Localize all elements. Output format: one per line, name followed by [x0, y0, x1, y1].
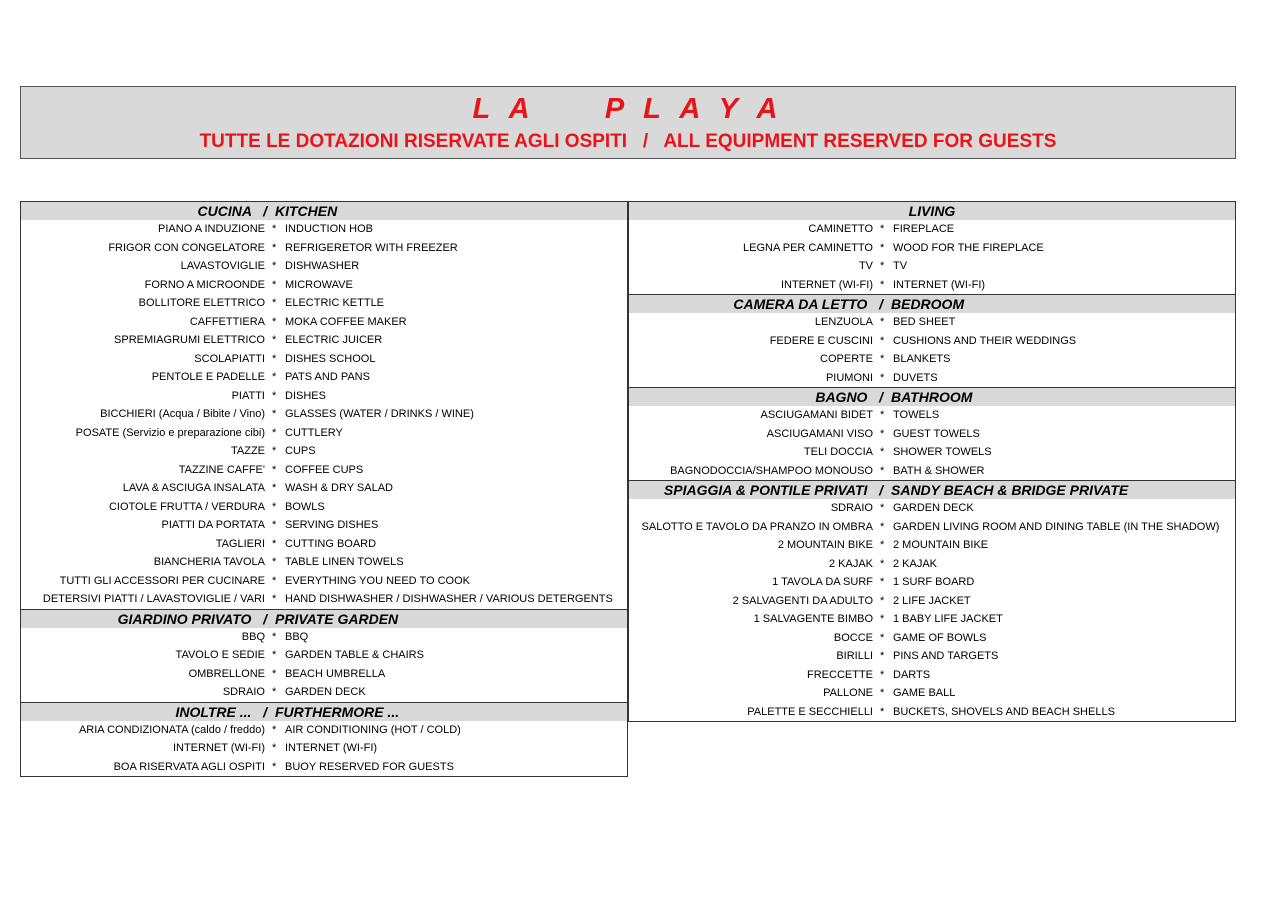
section-header-bathroom: [629, 387, 1235, 406]
header-banner: [20, 86, 1236, 159]
item-italian: 2 MOUNTAIN BIKE: [777, 539, 873, 551]
item-english: SERVING DISHES: [285, 519, 379, 531]
item-english: DISHWASHER: [285, 260, 360, 272]
item-italian: BIANCHERIA TAVOLA: [153, 556, 265, 568]
item-english: 2 MOUNTAIN BIKE: [893, 539, 989, 551]
item-english: PINS AND TARGETS: [893, 650, 999, 662]
item-italian: ASCIUGAMANI VISO: [766, 427, 873, 440]
item-english: GUEST TOWELS: [893, 427, 980, 440]
item-english: BED SHEET: [893, 316, 956, 328]
item-english: TABLE LINEN TOWELS: [285, 556, 404, 568]
separator-asterisk: *: [880, 668, 885, 681]
separator-asterisk: *: [272, 371, 277, 383]
item-english: 1 BABY LIFE JACKET: [893, 613, 1003, 625]
list-item: [21, 442, 627, 461]
item-english: AIR CONDITIONING (HOT / COLD): [285, 723, 461, 736]
list-item: [629, 332, 1235, 351]
list-item: [21, 628, 627, 647]
item-english: DISHES: [285, 389, 326, 402]
item-english: INTERNET (WI-FI): [893, 278, 986, 291]
list-item: [21, 294, 627, 313]
separator-asterisk: *: [272, 649, 277, 661]
list-item: [21, 331, 627, 350]
list-item: [629, 666, 1235, 685]
item-italian: 1 TAVOLA DA SURF: [772, 576, 873, 588]
item-english: CUTTLERY: [285, 426, 343, 439]
item-english: WOOD FOR THE FIREPLACE: [893, 241, 1044, 254]
item-english: REFRIGERETOR WITH FREEZER: [285, 241, 458, 254]
item-italian: BOA RISERVATA AGLI OSPITI: [113, 760, 265, 773]
list-item: [629, 592, 1235, 611]
list-item: [21, 257, 627, 276]
item-english: GAME BALL: [893, 687, 956, 699]
item-english: SHOWER TOWELS: [893, 446, 992, 458]
list-item: [21, 239, 627, 258]
item-english: BATH & SHOWER: [893, 464, 985, 477]
item-english: GARDEN DECK: [893, 502, 974, 514]
page-subtitle: TUTTE LE DOTAZIONI RISERVATE AGLI OSPITI / ALL EQUIPMENT RESERVED FOR GUESTS: [199, 131, 1057, 152]
separator-asterisk: *: [272, 463, 277, 476]
separator-asterisk: *: [272, 574, 277, 587]
item-english: DUVETS: [893, 371, 938, 384]
item-english: ELECTRIC JUICER: [285, 334, 383, 346]
item-italian: TAGLIERI: [215, 537, 265, 550]
left-equipment-table: [20, 201, 628, 777]
item-english: HAND DISHWASHER / DISHWASHER / VARIOUS DETERGENTS: [285, 593, 613, 605]
separator-asterisk: *: [880, 223, 885, 235]
item-italian: PALETTE E SECCHIELLI: [747, 705, 873, 718]
section-title-en: KITCHEN: [275, 203, 338, 219]
item-italian: PALLONE: [823, 687, 873, 699]
separator-asterisk: *: [272, 278, 277, 291]
section-title: LIVING: [908, 203, 956, 219]
separator-asterisk: *: [272, 667, 277, 680]
section-header-garden: [21, 609, 627, 628]
item-english: BBQ: [285, 630, 309, 643]
separator-asterisk: *: [880, 520, 885, 533]
list-item: [21, 424, 627, 443]
separator-asterisk: *: [880, 353, 885, 365]
item-english: TOWELS: [893, 409, 940, 421]
list-item: [21, 276, 627, 295]
item-italian: 1 SALVAGENTE BIMBO: [753, 613, 873, 625]
separator-asterisk: *: [272, 334, 277, 346]
separator-asterisk: *: [880, 427, 885, 440]
list-item: [21, 721, 627, 740]
separator-asterisk: *: [272, 723, 277, 736]
item-italian: POSATE (Servizio e preparazione cibi): [75, 426, 265, 439]
list-item: [21, 368, 627, 387]
separator-asterisk: *: [880, 557, 885, 570]
section-header-living: [629, 202, 1235, 220]
separator-asterisk: *: [272, 556, 277, 568]
list-item: [629, 257, 1235, 276]
separator-asterisk: *: [272, 500, 277, 513]
item-italian: TAVOLO E SEDIE: [175, 649, 265, 661]
list-item: [21, 387, 627, 406]
item-italian: SDRAIO: [222, 686, 265, 698]
list-item: [21, 758, 627, 777]
item-italian: LENZUOLA: [814, 316, 873, 328]
separator-asterisk: *: [272, 408, 277, 420]
list-item: [21, 220, 627, 239]
item-italian: SPREMIAGRUMI ELETTRICO: [114, 334, 265, 346]
item-italian: INTERNET (WI-FI): [172, 742, 265, 754]
item-italian: CAFFETTIERA: [189, 315, 265, 328]
item-italian: CAMINETTO: [808, 223, 873, 235]
right-equipment-table: [628, 201, 1236, 722]
item-english: CUTTING BOARD: [285, 537, 377, 550]
list-item: [629, 443, 1235, 462]
separator-asterisk: *: [272, 426, 277, 439]
list-item: [21, 590, 627, 609]
section-title-it: INOLTRE ... /: [175, 703, 267, 720]
list-item: [21, 498, 627, 517]
separator-asterisk: *: [880, 650, 885, 662]
separator-asterisk: *: [880, 705, 885, 718]
list-item: [21, 405, 627, 424]
separator-asterisk: *: [272, 519, 277, 531]
separator-asterisk: *: [880, 334, 885, 347]
item-english: 1 SURF BOARD: [893, 576, 975, 588]
item-italian: PIATTI DA PORTATA: [161, 519, 265, 531]
list-item: [21, 665, 627, 684]
item-italian: TAZZE: [230, 445, 265, 457]
list-item: [629, 629, 1235, 648]
list-item: [629, 350, 1235, 369]
list-item: [21, 739, 627, 758]
list-item: [629, 239, 1235, 258]
item-english: PATS AND PANS: [285, 371, 370, 383]
section-header-kitchen: [21, 202, 627, 220]
list-item: [629, 703, 1235, 722]
separator-asterisk: *: [272, 260, 277, 272]
list-item: [21, 516, 627, 535]
item-english: INTERNET (WI-FI): [285, 742, 378, 754]
list-item: [629, 369, 1235, 388]
item-italian: BOCCE: [833, 631, 873, 644]
section-title-it: BAGNO /: [815, 389, 883, 405]
item-italian: TAZZINE CAFFE': [178, 463, 265, 476]
item-english: MICROWAVE: [285, 278, 353, 291]
item-english: BEACH UMBRELLA: [285, 667, 386, 680]
item-english: MOKA COFFEE MAKER: [285, 315, 407, 328]
separator-asterisk: *: [272, 315, 277, 328]
separator-asterisk: *: [272, 742, 277, 754]
list-item: [21, 479, 627, 498]
item-english: DARTS: [893, 668, 931, 681]
page-title: L A P L A Y A: [472, 93, 784, 125]
item-english: CUPS: [285, 445, 316, 457]
item-english: GAME OF BOWLS: [893, 631, 987, 644]
item-english: ELECTRIC KETTLE: [285, 297, 385, 309]
section-title-en: FURTHERMORE ...: [275, 703, 400, 720]
separator-asterisk: *: [272, 482, 277, 494]
separator-asterisk: *: [272, 686, 277, 698]
section-title-en: BATHROOM: [891, 389, 973, 405]
item-english: EVERYTHING YOU NEED TO COOK: [285, 574, 471, 587]
item-english: INDUCTION HOB: [285, 223, 373, 235]
item-italian: PENTOLE E PADELLE: [151, 371, 265, 383]
list-item: [21, 572, 627, 591]
item-italian: SALOTTO E TAVOLO DA PRANZO IN OMBRA: [641, 520, 873, 533]
list-item: [21, 313, 627, 332]
item-italian: LAVA & ASCIUGA INSALATA: [122, 482, 265, 494]
item-italian: COPERTE: [820, 353, 873, 365]
item-english: BOWLS: [285, 500, 325, 513]
item-italian: ARIA CONDIZIONATA (caldo / freddo): [78, 723, 265, 736]
section-header-bedroom: [629, 294, 1235, 313]
item-italian: FRIGOR CON CONGELATORE: [108, 241, 265, 254]
separator-asterisk: *: [880, 409, 885, 421]
item-italian: BIRILLI: [836, 650, 873, 662]
separator-asterisk: *: [880, 464, 885, 477]
separator-asterisk: *: [272, 630, 277, 643]
item-english: BLANKETS: [893, 353, 951, 365]
section-title-it: SPIAGGIA & PONTILE PRIVATI /: [663, 482, 883, 498]
list-item: [629, 499, 1235, 518]
item-english: COFFEE CUPS: [285, 463, 364, 476]
list-item: [629, 220, 1235, 239]
section-title-en: SANDY BEACH & BRIDGE PRIVATE: [891, 482, 1129, 498]
separator-asterisk: *: [880, 371, 885, 384]
list-item: [629, 518, 1235, 537]
item-english: 2 KAJAK: [893, 557, 938, 570]
item-italian: DETERSIVI PIATTI / LAVASTOVIGLIE / VARI: [42, 593, 265, 605]
list-item: [629, 647, 1235, 666]
item-english: FIREPLACE: [893, 223, 955, 235]
separator-asterisk: *: [880, 316, 885, 328]
item-english: DISHES SCHOOL: [285, 352, 376, 365]
separator-asterisk: *: [272, 223, 277, 235]
list-item: [21, 683, 627, 702]
item-italian: TUTTI GLI ACCESSORI PER CUCINARE: [59, 574, 265, 587]
item-english: GARDEN LIVING ROOM AND DINING TABLE (IN THE SHADOW): [893, 520, 1220, 533]
section-title-en: PRIVATE GARDEN: [275, 610, 399, 627]
item-italian: PIATTI: [231, 389, 265, 402]
list-item: [21, 350, 627, 369]
list-item: [21, 535, 627, 554]
separator-asterisk: *: [272, 445, 277, 457]
item-english: TV: [893, 260, 908, 272]
item-italian: INTERNET (WI-FI): [780, 278, 873, 291]
separator-asterisk: *: [880, 502, 885, 514]
item-italian: LEGNA PER CAMINETTO: [743, 241, 873, 254]
item-italian: PIUMONI: [825, 371, 873, 384]
item-english: WASH & DRY SALAD: [285, 482, 393, 494]
item-english: 2 LIFE JACKET: [893, 594, 971, 607]
separator-asterisk: *: [880, 539, 885, 551]
list-item: [21, 461, 627, 480]
section-title-en: BEDROOM: [891, 296, 965, 312]
section-title-it: CAMERA DA LETTO /: [733, 296, 883, 312]
item-italian: BICCHIERI (Acqua / Bibite / Vino): [100, 408, 265, 420]
item-english: GARDEN DECK: [285, 686, 366, 698]
separator-asterisk: *: [880, 278, 885, 291]
item-italian: BAGNODOCCIA/SHAMPOO MONOUSO: [670, 464, 873, 477]
list-item: [21, 646, 627, 665]
item-italian: 2 SALVAGENTI DA ADULTO: [732, 594, 873, 607]
list-item: [629, 276, 1235, 295]
list-item: [629, 536, 1235, 555]
list-item: [629, 313, 1235, 332]
list-item: [629, 425, 1235, 444]
item-italian: 2 KAJAK: [828, 557, 873, 570]
item-italian: ASCIUGAMANI BIDET: [760, 409, 873, 421]
separator-asterisk: *: [272, 760, 277, 773]
separator-asterisk: *: [880, 687, 885, 699]
item-italian: FEDERE E CUSCINI: [769, 334, 873, 347]
item-english: GARDEN TABLE & CHAIRS: [285, 649, 424, 661]
item-italian: TV: [858, 260, 873, 272]
item-italian: PIANO A INDUZIONE: [158, 223, 265, 235]
separator-asterisk: *: [272, 241, 277, 254]
item-english: GLASSES (WATER / DRINKS / WINE): [285, 408, 474, 420]
item-english: CUSHIONS AND THEIR WEDDINGS: [893, 334, 1077, 347]
item-italian: SCOLAPIATTI: [194, 352, 265, 365]
list-item: [629, 573, 1235, 592]
item-italian: FRECCETTE: [807, 668, 873, 681]
section-header-more: [21, 702, 627, 721]
item-english: BUCKETS, SHOVELS AND BEACH SHELLS: [893, 705, 1115, 718]
separator-asterisk: *: [880, 594, 885, 607]
separator-asterisk: *: [880, 241, 885, 254]
list-item: [629, 555, 1235, 574]
item-italian: OMBRELLONE: [188, 667, 265, 680]
item-italian: SDRAIO: [830, 502, 873, 514]
item-english: BUOY RESERVED FOR GUESTS: [285, 760, 454, 773]
item-italian: TELI DOCCIA: [803, 446, 873, 458]
item-italian: BOLLITORE ELETTRICO: [138, 297, 265, 309]
item-italian: FORNO A MICROONDE: [144, 278, 265, 291]
separator-asterisk: *: [272, 593, 277, 605]
separator-asterisk: *: [880, 260, 885, 272]
separator-asterisk: *: [272, 297, 277, 309]
list-item: [21, 553, 627, 572]
list-item: [629, 406, 1235, 425]
separator-asterisk: *: [272, 389, 277, 402]
list-item: [629, 684, 1235, 703]
item-italian: LAVASTOVIGLIE: [180, 260, 265, 272]
list-item: [629, 462, 1235, 481]
separator-asterisk: *: [880, 446, 885, 458]
separator-asterisk: *: [272, 537, 277, 550]
list-item: [629, 610, 1235, 629]
item-italian: CIOTOLE FRUTTA / VERDURA: [108, 500, 265, 513]
separator-asterisk: *: [272, 352, 277, 365]
separator-asterisk: *: [880, 576, 885, 588]
section-header-beach: [629, 480, 1235, 499]
item-italian: BBQ: [241, 630, 265, 643]
separator-asterisk: *: [880, 613, 885, 625]
section-title-it: CUCINA /: [197, 203, 267, 219]
section-title-it: GIARDINO PRIVATO /: [117, 610, 267, 627]
separator-asterisk: *: [880, 631, 885, 644]
